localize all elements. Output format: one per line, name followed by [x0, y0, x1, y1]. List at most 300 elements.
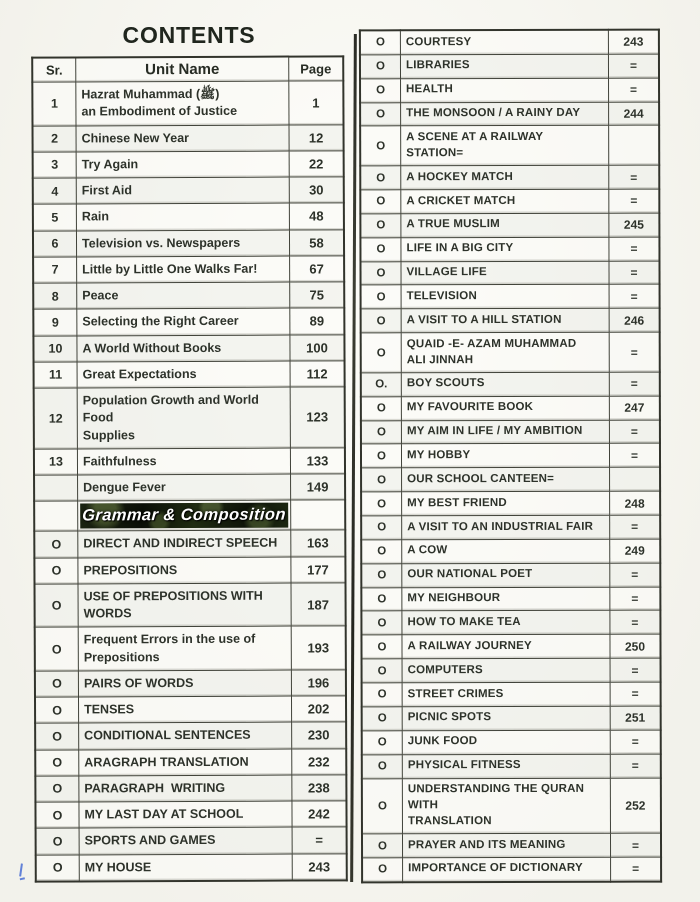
- unit-name-line: MY AIM IN LIFE / MY AMBITION: [406, 424, 583, 438]
- unit-name-line: A RAILWAY JOURNEY: [407, 639, 532, 653]
- unit-name-line: Great Expectations: [82, 366, 197, 382]
- page-number: [291, 500, 346, 530]
- page-number: 202: [291, 696, 346, 722]
- page-number: =: [609, 372, 660, 396]
- unit-name: [403, 857, 611, 882]
- row-marker: O: [36, 828, 80, 854]
- unit-name: [77, 335, 290, 362]
- row-marker: O: [36, 854, 80, 881]
- row-marker: O: [35, 776, 79, 802]
- unit-name: [402, 730, 610, 754]
- row-marker: O: [361, 587, 402, 611]
- unit-name-line: ARAGRAPH TRANSLATION: [84, 754, 249, 769]
- unit-name-line: First Aid: [81, 183, 133, 198]
- page-number: 249: [610, 539, 661, 563]
- row-marker: 1: [32, 82, 76, 126]
- toc-row: [361, 587, 660, 612]
- toc-row: [361, 285, 660, 310]
- column-header-page: Page: [289, 56, 344, 81]
- toc-row: [34, 448, 345, 476]
- unit-name: [78, 557, 291, 584]
- toc-row: [35, 748, 346, 776]
- page-number: 12: [289, 124, 344, 150]
- row-marker: 10: [33, 335, 77, 361]
- row-marker: 13: [34, 449, 78, 475]
- row-marker: 5: [33, 204, 77, 230]
- unit-name-line: COURTESY: [405, 35, 472, 48]
- unit-name-line: A TRUE MUSLIM: [406, 218, 500, 231]
- unit-name-line: PRAYER AND ITS MEANING: [408, 838, 566, 851]
- row-marker: O: [362, 683, 403, 707]
- section-banner-plate: [80, 503, 288, 529]
- toc-row: [34, 556, 345, 584]
- unit-name: [402, 468, 610, 492]
- page-number: 75: [290, 282, 345, 308]
- unit-name: [76, 151, 289, 178]
- unit-name: [402, 658, 610, 682]
- unit-name-line: OUR SCHOOL CANTEEN=: [407, 472, 555, 486]
- page-number: =: [608, 54, 659, 78]
- toc-row: [362, 754, 661, 779]
- row-marker: O: [361, 397, 402, 421]
- unit-name-line: Dengue Fever: [83, 480, 166, 495]
- unit-name-line: A SCENE AT A RAILWAY STATION=: [406, 130, 547, 160]
- page-number: 22: [289, 151, 344, 177]
- unit-name: [401, 420, 609, 444]
- unit-name: [401, 102, 609, 126]
- unit-name-line: A VISIT TO A HILL STATION: [406, 313, 562, 327]
- row-marker: O: [360, 214, 401, 238]
- toc-row: [33, 256, 344, 284]
- unit-name-line: Population Growth and World Food: [82, 392, 263, 425]
- unit-name-line: LIFE IN A BIG CITY: [406, 242, 514, 255]
- unit-name: [402, 682, 610, 706]
- page-number: =: [609, 444, 660, 468]
- row-marker: O: [35, 749, 79, 775]
- page-number: 252: [610, 778, 661, 834]
- toc-row: [35, 626, 346, 671]
- page-number: =: [610, 730, 661, 754]
- row-marker: O: [362, 834, 403, 858]
- row-marker: 7: [33, 257, 77, 283]
- toc-row: [33, 334, 344, 362]
- page-number: 1: [289, 81, 344, 125]
- toc-row: [360, 213, 659, 238]
- toc-row: [35, 696, 346, 724]
- row-marker: O: [360, 126, 401, 166]
- toc-row: [35, 583, 346, 628]
- row-marker: O: [360, 238, 401, 262]
- toc-row: [361, 308, 660, 333]
- page-number: 196: [291, 670, 346, 696]
- page-number: 123: [290, 387, 345, 448]
- right-column: [359, 29, 662, 884]
- unit-name: [402, 706, 610, 730]
- unit-name: [77, 448, 290, 475]
- row-marker: 3: [33, 152, 77, 178]
- unit-name: [76, 177, 289, 204]
- unit-name: [401, 78, 609, 102]
- page-number: =: [610, 563, 661, 587]
- row-marker: O: [362, 754, 403, 778]
- unit-name-line: A VISIT TO AN INDUSTRIAL FAIR: [407, 520, 594, 533]
- row-marker: O: [362, 778, 403, 834]
- unit-name-line: PICNIC SPOTS: [407, 711, 492, 724]
- page-number: 230: [292, 722, 347, 748]
- unit-name: [401, 309, 609, 333]
- row-marker: O: [35, 697, 79, 723]
- row-marker: 8: [33, 283, 77, 309]
- unit-name-line: TELEVISION: [406, 290, 477, 303]
- row-marker: O: [35, 723, 79, 749]
- row-marker: O: [361, 564, 402, 588]
- unit-name-line: Try Again: [81, 156, 139, 172]
- unit-name: [402, 491, 610, 515]
- unit-name-line: PAIRS OF WORDS: [83, 675, 194, 691]
- unit-name: [401, 444, 609, 468]
- row-marker: O: [360, 261, 401, 285]
- unit-name-line: UNDERSTANDING THE QURAN WITH: [407, 782, 588, 812]
- unit-name-line: IMPORTANCE OF DICTIONARY: [408, 862, 583, 875]
- page-number: 30: [289, 177, 344, 203]
- unit-name: [402, 563, 610, 587]
- page-number: 248: [610, 491, 661, 515]
- toc-row: [33, 308, 344, 336]
- toc-row: [361, 491, 660, 516]
- unit-name: [402, 611, 610, 635]
- left-toc-table: [31, 55, 348, 882]
- toc-row: [361, 396, 660, 421]
- row-marker: O: [360, 79, 401, 103]
- toc-row: [36, 827, 347, 855]
- unit-name: [77, 256, 290, 283]
- page-number: 177: [291, 556, 346, 582]
- unit-name: [401, 126, 609, 166]
- row-marker: O: [361, 516, 402, 540]
- unit-name: [76, 125, 289, 152]
- unit-name: [79, 854, 292, 882]
- page-number: =: [292, 827, 347, 853]
- toc-row: [33, 177, 344, 205]
- unit-name-line: OUR NATIONAL POET: [407, 568, 533, 581]
- unit-name: [401, 372, 609, 396]
- unit-name-line: PARAGRAPH WRITING: [84, 780, 226, 796]
- unit-name: [401, 213, 609, 237]
- row-marker: O: [361, 309, 402, 333]
- row-marker: O: [361, 492, 402, 516]
- row-marker: O: [361, 611, 402, 635]
- toc-row: [360, 165, 659, 190]
- row-marker: O: [34, 557, 78, 583]
- unit-name-line: TENSES: [84, 702, 135, 717]
- unit-name-line: MY HOBBY: [406, 449, 471, 462]
- page-number: 48: [289, 203, 344, 229]
- blue-ink-mark: [19, 863, 30, 877]
- unit-name: [402, 515, 610, 539]
- toc-row: [361, 332, 660, 373]
- unit-name: [78, 474, 291, 501]
- unit-name-line: PREPOSITIONS: [83, 562, 178, 577]
- toc-row: [360, 78, 659, 103]
- page-number: 242: [292, 801, 347, 827]
- toc-row: [33, 282, 344, 310]
- toc-row: [33, 151, 344, 179]
- toc-row: [35, 670, 346, 698]
- page-number: 244: [609, 102, 660, 126]
- unit-name: [78, 670, 291, 697]
- row-marker: 4: [33, 178, 77, 204]
- toc-row: [361, 611, 660, 636]
- toc-row: [362, 658, 661, 683]
- row-marker: O: [362, 659, 403, 683]
- page-number: =: [609, 332, 660, 372]
- toc-row: [362, 706, 661, 731]
- toc-row: [35, 722, 346, 750]
- toc-row: [360, 30, 659, 55]
- unit-name-line: USE OF PREPOSITIONS WITH: [83, 588, 263, 604]
- toc-row: [33, 229, 344, 257]
- row-marker: O: [361, 285, 402, 309]
- row-marker: 6: [33, 230, 77, 256]
- unit-name-line: A HOCKEY MATCH: [406, 170, 514, 183]
- unit-name: [78, 530, 291, 557]
- unit-name-line: Little by Little One Walks Far!: [82, 261, 258, 277]
- row-marker: O: [35, 627, 79, 671]
- row-marker: O: [35, 802, 79, 828]
- unit-name-line: Frequent Errors in the use of: [83, 631, 256, 647]
- unit-name-line: A World Without Books: [82, 340, 222, 355]
- page-number: 243: [608, 30, 659, 54]
- unit-name-line: THE MONSOON / A RAINY DAY: [406, 106, 581, 120]
- row-marker: [34, 475, 78, 501]
- toc-row: [36, 853, 347, 881]
- page-number: 58: [289, 229, 344, 255]
- unit-name-line: BOY SCOUTS: [406, 377, 485, 390]
- unit-name-line: Prepositions: [83, 649, 160, 664]
- unit-name-line: A CRICKET MATCH: [406, 194, 516, 207]
- unit-name: [402, 754, 610, 778]
- unit-name-line: Peace: [82, 288, 119, 303]
- row-marker: O: [361, 444, 402, 468]
- unit-name-line: PHYSICAL FITNESS: [407, 759, 521, 772]
- page-number: 251: [610, 706, 661, 730]
- unit-name-line: HEALTH: [406, 83, 454, 96]
- toc-row: [360, 237, 659, 262]
- row-marker: [34, 501, 78, 531]
- right-toc-table: [359, 29, 662, 884]
- unit-name-line: MY HOUSE: [84, 859, 152, 874]
- column-header-unit: Unit Name: [76, 57, 289, 82]
- toc-row: [360, 54, 659, 79]
- unit-name: [78, 626, 291, 670]
- page-number: =: [610, 658, 661, 682]
- row-marker: O: [360, 190, 401, 214]
- unit-name: [402, 778, 610, 834]
- row-marker: O: [361, 635, 402, 659]
- page-number: 243: [292, 853, 347, 880]
- row-marker: O: [360, 30, 401, 54]
- row-marker: 12: [34, 388, 78, 449]
- unit-name: [401, 165, 609, 189]
- page-title: CONTENTS: [122, 22, 256, 48]
- toc-row: [361, 420, 660, 445]
- unit-name-line: ALI JINNAH: [406, 353, 474, 366]
- unit-name: [77, 361, 290, 388]
- unit-name-line: VILLAGE LIFE: [406, 266, 487, 279]
- toc-row: [33, 203, 344, 231]
- section-banner-row: [34, 500, 345, 531]
- unit-name: [401, 237, 609, 261]
- page-number: 67: [290, 256, 345, 282]
- toc-row: [33, 124, 344, 152]
- unit-name: [79, 827, 292, 854]
- page-fold-line: [350, 34, 356, 882]
- unit-name-line: MY NEIGHBOUR: [407, 592, 501, 605]
- toc-row: [362, 857, 661, 882]
- page-number: 163: [291, 530, 346, 556]
- unit-name-line: an Embodiment of Justice: [81, 104, 238, 119]
- page-number: 247: [609, 396, 660, 420]
- page-number: =: [609, 237, 660, 261]
- page-number: =: [609, 285, 660, 309]
- unit-name-line: Selecting the Right Career: [82, 314, 239, 329]
- unit-name: [401, 396, 609, 420]
- row-marker: O: [35, 584, 79, 628]
- page-number: =: [610, 515, 661, 539]
- unit-name: [76, 230, 289, 257]
- page-number: =: [609, 189, 660, 213]
- page-number: =: [611, 857, 662, 881]
- unit-name: [401, 285, 609, 309]
- page-number: =: [609, 261, 660, 285]
- unit-name: [78, 696, 291, 723]
- page-number: =: [609, 165, 660, 189]
- row-marker: O: [362, 858, 403, 882]
- toc-row: [360, 189, 659, 214]
- toc-row: [361, 563, 660, 588]
- unit-name-line: WORDS: [83, 606, 132, 621]
- unit-name-line: CONDITIONAL SENTENCES: [84, 727, 251, 743]
- page-number: =: [610, 611, 661, 635]
- unit-name-line: STREET CRIMES: [407, 687, 504, 700]
- unit-name-line: Television vs. Newspapers: [81, 235, 241, 250]
- toc-row: [34, 530, 345, 558]
- unit-name: [79, 775, 292, 802]
- page-number: 187: [291, 583, 346, 627]
- page-number: 112: [290, 361, 345, 387]
- page-number: =: [610, 682, 661, 706]
- unit-name-line: COMPUTERS: [407, 663, 483, 676]
- page-number: 89: [290, 308, 345, 334]
- unit-name-line: DIRECT AND INDIRECT SPEECH: [83, 535, 278, 551]
- unit-name: [76, 81, 289, 125]
- toc-row: [360, 261, 659, 286]
- unit-name: [402, 833, 610, 857]
- row-marker: O: [360, 166, 401, 190]
- unit-name-line: JUNK FOOD: [407, 735, 478, 748]
- toc-row: [361, 539, 660, 564]
- row-marker: O: [362, 731, 403, 755]
- unit-name: [402, 539, 610, 563]
- toc-row: [362, 682, 661, 707]
- page-number: 250: [610, 634, 661, 658]
- toc-row: [34, 361, 345, 389]
- unit-name: [78, 583, 291, 627]
- toc-row: [361, 444, 660, 469]
- unit-name: [402, 587, 610, 611]
- unit-name: [79, 749, 292, 776]
- page-number: =: [609, 78, 660, 102]
- unit-name-line: MY BEST FRIEND: [407, 496, 507, 509]
- row-marker: O: [361, 420, 402, 444]
- toc-row: [32, 81, 343, 126]
- page-number: [609, 126, 660, 166]
- toc-row: [34, 474, 345, 502]
- row-marker: O: [35, 671, 79, 697]
- unit-name-line: TRANSLATION: [407, 814, 492, 827]
- row-marker: 9: [33, 309, 77, 335]
- row-marker: 11: [34, 362, 78, 388]
- row-marker: O: [34, 531, 78, 557]
- unit-name-line: Rain: [81, 209, 110, 224]
- page-number: 246: [609, 308, 660, 332]
- toc-row: [35, 775, 346, 803]
- page-number: =: [609, 420, 660, 444]
- toc-row: [361, 467, 660, 492]
- row-marker: O: [361, 333, 402, 373]
- unit-name: [76, 203, 289, 230]
- page-number: 238: [292, 775, 347, 801]
- page-number: =: [610, 587, 661, 611]
- row-marker: O: [362, 707, 403, 731]
- unit-name-line: HOW TO MAKE TEA: [407, 615, 521, 629]
- page-number: =: [610, 833, 661, 857]
- unit-name: [401, 261, 609, 285]
- toc-row: [361, 372, 660, 397]
- unit-name-line: Faithfulness: [82, 453, 157, 469]
- unit-name: [77, 308, 290, 335]
- unit-name-line: Hazrat Muhammad (ﷺ): [81, 86, 220, 102]
- unit-name-line: SPORTS AND GAMES: [84, 833, 216, 848]
- toc-row: [360, 126, 659, 167]
- unit-name: [79, 722, 292, 749]
- row-marker: O: [360, 102, 401, 126]
- unit-name-line: QUAID -E- AZAM MUHAMMAD: [406, 337, 577, 350]
- unit-name-line: A COW: [407, 544, 448, 557]
- section-banner-label: Grammar & Composition: [81, 505, 287, 525]
- page-number: 232: [292, 748, 347, 774]
- left-table-header-row: [32, 56, 343, 82]
- section-banner: [78, 500, 291, 531]
- row-marker: O.: [361, 373, 402, 397]
- unit-name: [400, 30, 608, 55]
- row-marker: O: [361, 540, 402, 564]
- toc-row: [34, 387, 345, 449]
- row-marker: 2: [33, 125, 77, 151]
- page-number: =: [610, 754, 661, 778]
- unit-name-line: LIBRARIES: [405, 59, 470, 72]
- unit-name-line: Chinese New Year: [81, 130, 190, 145]
- toc-row: [362, 778, 661, 834]
- column-header-sr: Sr.: [32, 57, 76, 82]
- unit-name: [402, 635, 610, 659]
- row-marker: O: [360, 55, 401, 79]
- unit-name: [400, 54, 608, 78]
- unit-name-line: Supplies: [82, 427, 135, 442]
- unit-name: [77, 387, 290, 449]
- page-number: 245: [609, 213, 660, 237]
- unit-name: [77, 282, 290, 309]
